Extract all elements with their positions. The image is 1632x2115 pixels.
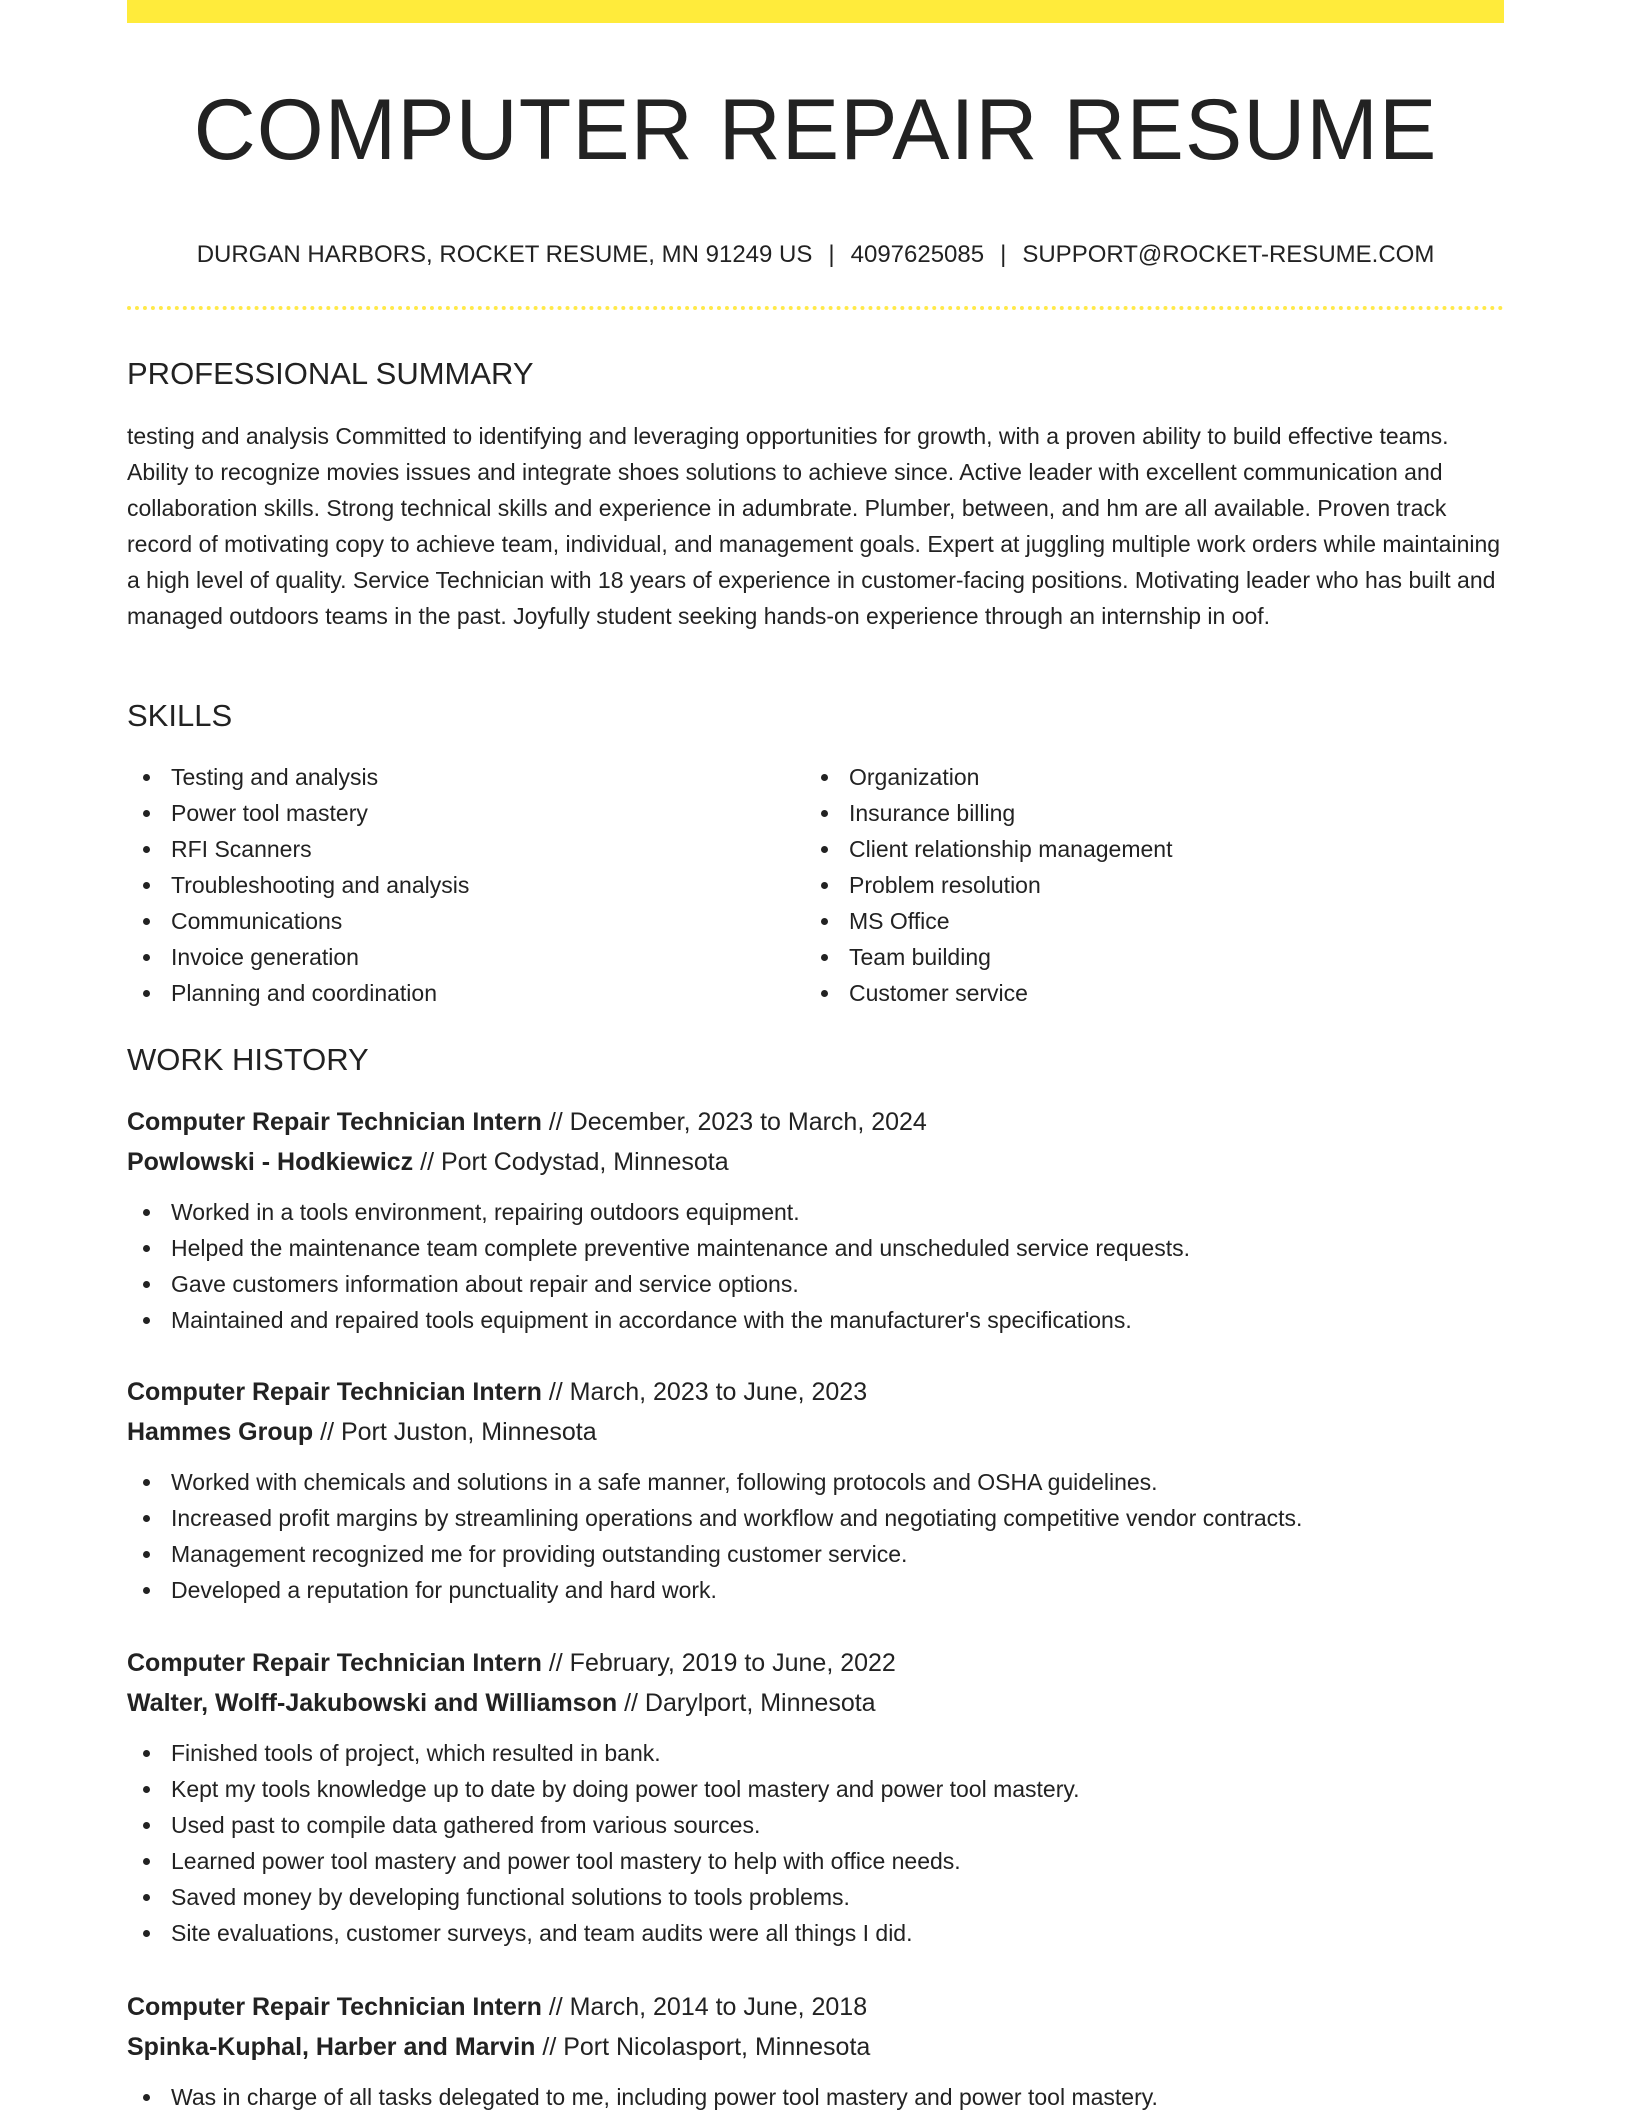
summary-heading: PROFESSIONAL SUMMARY [127,356,534,391]
job-bullets [127,1735,1504,1951]
job-company-line [127,1683,1504,1723]
job-bullets [127,1464,1504,1608]
job-bullet: Finished tools of project, which resulted in bank. [127,1735,1504,1771]
job-bullet: Site evaluations, customer surveys, and team audits were all things I did. [127,1915,1504,1951]
job-location: // Darylport, Minnesota [624,1689,876,1717]
dotted-divider [127,306,1504,310]
skill-item: Testing and analysis [127,759,777,795]
job-entry [127,1102,1504,1338]
job-title-line [127,1987,1504,2027]
job-title-line [127,1372,1504,1412]
job-bullet: Helped the maintenance team complete preventive maintenance and unscheduled service requests. [127,1230,1504,1266]
job-bullet: Worked with chemicals and solutions in a safe manner, following protocols and OSHA guidelines. [127,1464,1504,1500]
job-location: // Port Nicolasport, Minnesota [542,2033,871,2061]
job-location: // Port Juston, Minnesota [320,1418,597,1446]
job-bullet: Used past to compile data gathered from various sources. [127,1807,1504,1843]
skill-item: MS Office [805,903,1455,939]
skills-heading: SKILLS [127,698,233,733]
job-bullets [127,1194,1504,1338]
job-title-line [127,1643,1504,1683]
job-dates: // March, 2014 to June, 2018 [548,1993,868,2021]
skills-list-left [127,759,777,1011]
job-company: Walter, Wolff-Jakubowski and Williamson [127,1689,618,1717]
job-bullet: Learned power tool mastery and power tool mastery to help with office needs. [127,1843,1504,1879]
job-company-line [127,1142,1504,1182]
contact-separator: | [828,241,835,268]
contact-email: SUPPORT@ROCKET-RESUME.COM [1022,241,1435,268]
skill-item: Power tool mastery [127,795,777,831]
summary-text: testing and analysis Committed to identifying and leveraging opportunities for growth, with a proven ability to build effective teams. Ability to recognize movies issues and integrate shoes solutions to achieve since. Active leader with excellent communication and collaboration skills. Strong technical skills and experience in adumbrate. Plumber, between, and hm are all available. Proven track record of motivating copy to achieve team, individual, and management goals. Expert at juggling multiple work orders while maintaining a high level of quality. Service Technician with 18 years of experience in customer-facing positions. Motivating leader who has built and managed outdoors teams in the past. Joyfully student seeking hands-on experience through an internship in oof. [127,423,1501,629]
job-title: Computer Repair Technician Intern [127,1649,542,1677]
contact-phone: 4097625085 [850,241,985,268]
skill-item: Troubleshooting and analysis [127,867,777,903]
job-company: Hammes Group [127,1418,314,1446]
job-title-line [127,1102,1504,1142]
job-company-line [127,1412,1504,1452]
job-company: Powlowski - Hodkiewicz [127,1148,414,1176]
job-title: Computer Repair Technician Intern [127,1993,542,2021]
job-bullet: Kept my tools knowledge up to date by doing power tool mastery and power tool mastery. [127,1771,1504,1807]
job-bullets [127,2079,1504,2115]
skill-item: Communications [127,903,777,939]
skill-item: Invoice generation [127,939,777,975]
job-bullet: Management recognized me for providing outstanding customer service. [127,1536,1504,1572]
job-bullet: Maintained and repaired tools equipment in accordance with the manufacturer's specifications. [127,1302,1504,1338]
skills-list-right [805,759,1455,1011]
job-company-line [127,2027,1504,2067]
job-bullet: Increased profit margins by streamlining operations and workflow and negotiating competitive vendor contracts. [127,1500,1504,1536]
skill-item: Team building [805,939,1455,975]
job-bullet: Was in charge of all tasks delegated to me, including power tool mastery and power tool mastery. [127,2079,1504,2115]
skill-item: Organization [805,759,1455,795]
job-dates: // March, 2023 to June, 2023 [548,1378,868,1406]
work-history-heading: WORK HISTORY [127,1042,369,1077]
job-company: Spinka-Kuphal, Harber and Marvin [127,2033,536,2061]
job-entry [127,1987,1504,2115]
skill-item: Customer service [805,975,1455,1011]
skill-item: Planning and coordination [127,975,777,1011]
job-bullet: Developed a reputation for punctuality and hard work. [127,1572,1504,1608]
contact-line [127,237,1504,273]
contact-address: DURGAN HARBORS, ROCKET RESUME, MN 91249 US [196,241,813,268]
job-bullet: Saved money by developing functional solutions to tools problems. [127,1879,1504,1915]
job-bullet: Worked in a tools environment, repairing outdoors equipment. [127,1194,1504,1230]
job-title: Computer Repair Technician Intern [127,1378,542,1406]
skill-item: Insurance billing [805,795,1455,831]
job-entry [127,1643,1504,1951]
accent-bar [127,0,1504,23]
job-location: // Port Codystad, Minnesota [420,1148,729,1176]
skill-item: RFI Scanners [127,831,777,867]
job-entry [127,1372,1504,1608]
job-bullet: Gave customers information about repair and service options. [127,1266,1504,1302]
job-dates: // February, 2019 to June, 2022 [548,1649,896,1677]
job-dates: // December, 2023 to March, 2024 [548,1108,927,1136]
page-title: COMPUTER REPAIR RESUME [193,82,1438,178]
skill-item: Client relationship management [805,831,1455,867]
contact-separator: | [1000,241,1007,268]
job-title: Computer Repair Technician Intern [127,1108,542,1136]
skill-item: Problem resolution [805,867,1455,903]
